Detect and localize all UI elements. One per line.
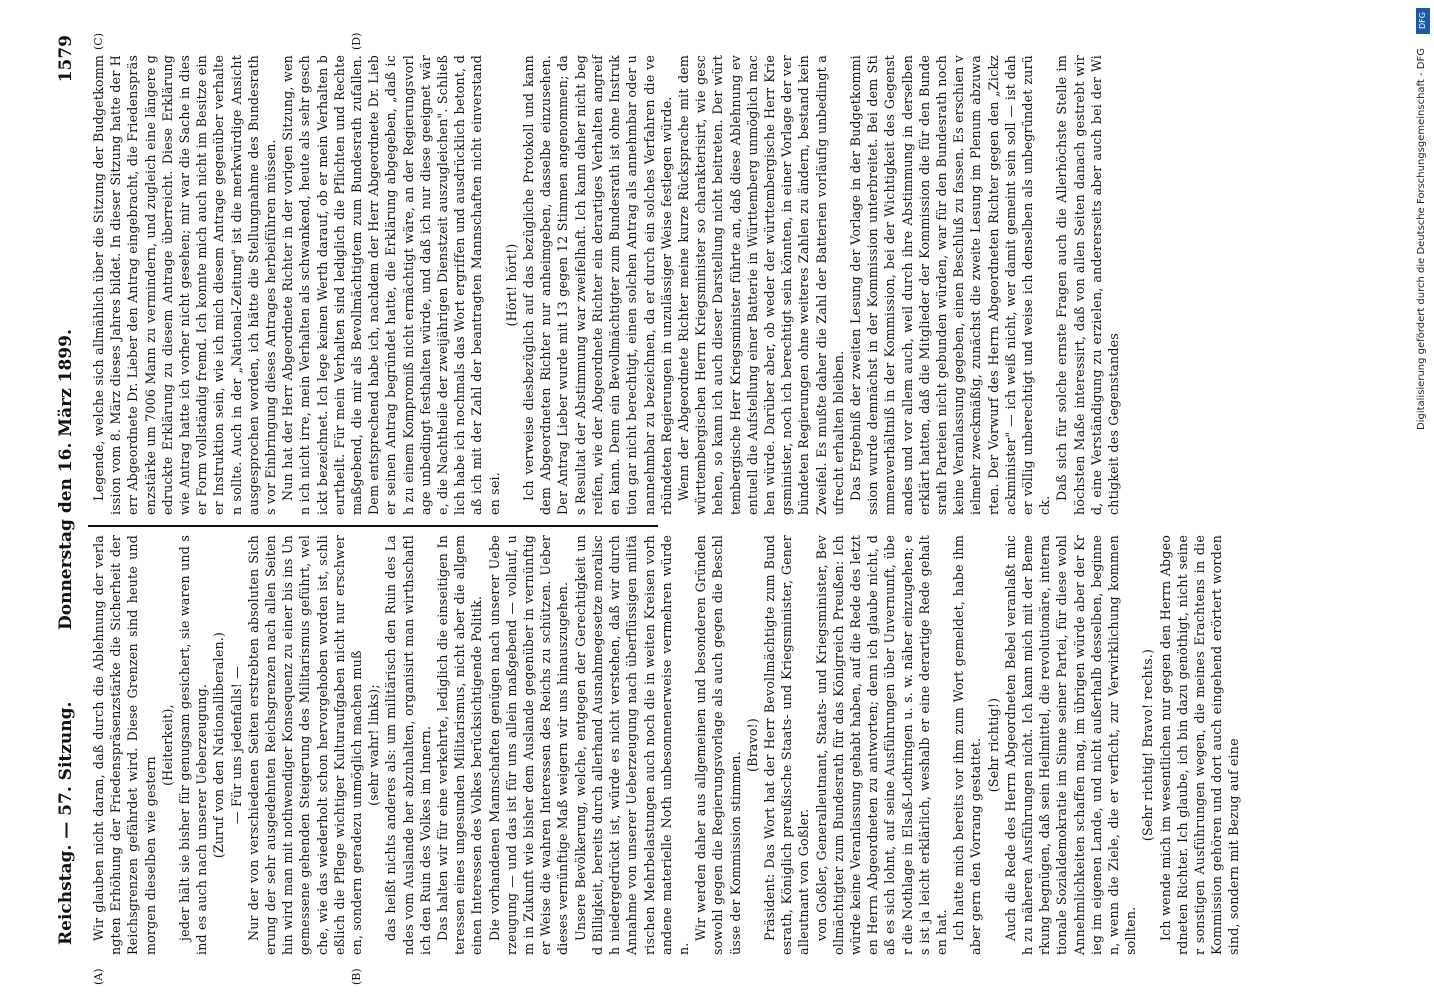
left-column-paragraph: (Bravo!) [744,718,760,772]
margin-marker-c: (C) [92,33,105,50]
right-column-paragraph: (Hört! hört!) [503,243,519,327]
left-column-paragraph: Nur der von verschiedenen Seiten erstrebten absoluten Sicherung der sehr ausgedehnten Reichsgrenzen nach allen Seiten hin wird man mit nothwendiger Konsequenz zu einer bis ins Ungemessene gehenden Steigerung des Militarismus geführt, welche, wie das wiederholt schon hervorgehoben worden ist, schließlich die Pflege wichtiger Kulturaufgaben nicht nur erschweren, sondern geradezu unmöglich machen muß [245,535,365,955]
left-column-paragraph: (sehr wahr! links); [366,684,382,806]
left-column-paragraph: Wir glauben nicht daran, daß durch die Ablehnung der verlangten Erhöhung der Friedenspräsenzstärke die Sicherheit der Reichsgrenzen gefährdet wird. Diese Grenzen sind heute und morgen dieselben wie gestern [91,535,158,955]
left-column-paragraph: Ich hatte mich bereits vor ihm zum Wort gemeldet, habe ihm aber gern den Vorrang gestattet. [951,535,984,955]
left-column-paragraph: Präsident: Das Wort hat der Herr Bevollmächtigte zum Bundesrath, Königlich preußische Staats- und Kriegsminister, Generalleutnant von Goßler. [761,535,812,955]
header-session-title: Reichstag. — 57. Sitzung. [56,701,76,945]
left-column-paragraph: Ich wende mich im wesentlichen nur gegen den Herrn Abgeordneten Richter. Ich glaube, ich bin dazu genöthigt, nicht seiner sonstigen Ausführungen wegen, die meines Erachtens in die Kommission gehören und dort auch eingehend erörtert worden sind, sondern mit Bezug auf eine [1157,535,1242,955]
left-column-paragraph: Auch die Rede des Herrn Abgeordneten Bebel veranlaßt mich zu näheren Ausführungen nicht. Ich kann mich mit der Bemerkung begnügen, daß sein Heilmittel, die revolutionäre, internationale Sozialdemokratie im Sinne seiner Partei, für diese wohl Annehmlichkeiten schaffen mag, im übrigen würde aber der Krieg im eigenen Lande, und nicht außerhalb desselben, beginnen, wenn die Ziele, die er verficht, zur Verwirklichung kommen sollten. [1002,535,1139,955]
left-column-paragraph: das heißt nichts anderes als: um militärisch den Ruin des Landes vom Auslande her abzuhalten, organisirt man wirthschaftlich den Ruin des Volkes im Innern. [383,535,433,955]
margin-marker-b: (B) [350,968,363,985]
left-column-paragraph: (Heiterkeit), [159,704,175,786]
left-column-paragraph: von Goßler, Generalleutnant, Staats- und Kriegsminister, Bevollmächtigter zum Bundesrath für das Königreich Preußen: Ich würde keine Veranlassung gehabt haben, auf die Rede des letzten Herrn Abgeordneten zu antworten; denn ich glaube nicht, daß es sich lohnt, auf seine Ausführungen über Unvernunft, über die Nothlage in Elsaß-Lothringen u. s. w. näher einzugehen; es ist ja leicht erklärlich, weshalb er eine derartige Rede gehalten hat. [813,535,949,955]
digitization-credit [1414,8,1432,828]
margin-marker-a: (A) [92,968,105,985]
left-column-paragraph: Die vorhandenen Mannschaften genügen nach unserer Ueberzeugung — und das ist für uns allein maßgebend — vollauf, um in Zukunft wie bisher dem Auslande gegenüber in vernünftiger Weise die wahren Interessen des Reichs zu schützen. Ueber dieses vernünftige Maß weigern wir uns hinauszugehen. [486,535,571,955]
right-column-paragraph: Das Ergebniß der zweiten Lesung der Vorlage in der Budgetkommission wurde demnächst in der Kommission unterbreitet. Bei dem Stimmenverhältniß in der Kommission, bei der Wichtigkeit des Gegenstandes und vor allem auch, weil durch ihre Abstimmung in derselben erklärt hatten, daß die Mitglieder der Kommission die für den Bundesrath Parteien nicht gebunden würden, war für den Bundesrath noch keine Veranlassung gegeben, einen Beschluß zu fassen. Es erschien vielmehr zweckmäßig, zunächst die zweite Lesung im Plenum abzuwarten. Der Vorwurf des Herrn Abgeordneten Richter gegen den „Zickzackminister" — ich weiß nicht, wer damit gemeint sein soll — ist daher völlig unberechtigt und weise ich denselben als unbegründet zurück. [847,55,1053,515]
digitization-note: Digitalisierung gefördert durch die Deutsche Forschungsgemeinschaft - DFG [1416,48,1427,431]
right-column-paragraph: Legende, welche sich allmählich über die Sitzung der Budgetkommission vom 8. März dieses Jahres bildet. In dieser Sitzung hatte der Herr Abgeordnete Dr. Lieber den Antrag eingebracht, die Friedenspräsenzstärke um 7006 Mann zu vermindern, und zugleich eine längere gedruckte Erklärung zu diesem Antrage überreicht. Diese Erklärung wie Antrag hatte ich vorher nicht gesehen; mir war die Sache in dieser Form vollständig fremd. Ich konnte mich auch nicht im Besitze einer Instruktion sein, wie ich mich diesem Antrage gegenüber verhalten sollte. Auch in der „National-Zeitung" ist die merkwürdige Ansicht ausgesprochen worden, ich hätte die Stellungnahme des Bundesraths vor Einbringung dieses Antrages herbeiführen müssen. [91,55,279,515]
left-column-paragraph: (Sehr richtig!) [985,697,1001,793]
left-column-paragraph: (Sehr richtig! Bravo! rechts.) [1140,648,1156,842]
right-column-paragraph: Daß sich für solche ernste Fragen auch die Allerhöchste Stelle im höchsten Maße interessirt, daß von allen Seiten danach gestrebt wird, eine Verständigung zu erzielen, andererseits aber auch bei der Wichtigkeit des Gegenstandes [1054,55,1121,515]
right-column-paragraph: Ich verweise diesbezüglich auf das bezügliche Protokoll und kann dem Abgeordneten Richter nur anheimgeben, dasselbe einzusehen. Der Antrag Lieber wurde mit 13 gegen 12 Stimmen angenommen; das Resultat der Abstimmung war zweifelhaft. Ich kann daher nicht begreifen, wie der Abgeordnete Richter ein derartiges Verhalten angreifen kann. Denn ein Bevollmächtigter zum Bundesrath ist ohne Instruktion gar nicht berechtigt, einen solchen Antrag als annehmbar oder unannehmbar zu bezeichnen, da er durch ein solches Verfahren die verbündeten Regierungen in unzulässiger Weise festlegen würde. [521,55,674,515]
left-column-paragraph: — Für uns jedenfalls! — [228,665,244,825]
left-text-column [90,535,1242,985]
right-text-column [90,55,1121,515]
header-date: Donnerstag den 16. März 1899. [56,329,76,630]
margin-marker-d: (D) [350,32,363,50]
left-column-paragraph: jeder hält sie bisher für genugsam gesichert, sie waren und sind es auch nach unserer Ueberzeugung. [177,535,210,955]
right-column-paragraph: Nun hat der Herr Abgeordnete Richter in der vorigen Sitzung, wenn ich nicht irre, mein Verhalten als schwankend, heute als sehr geschickt bezeichnet. Ich lege keinen Werth darauf, ob er mein Verhalten beurtheilt. Für mein Verhalten sind lediglich die Pflichten und Rechte maßgebend, die mir als Bevollmächtigtem zum Bundesrath zufallen. Dem entsprechend habe ich, nachdem der Herr Abgeordnete Dr. Lieber seinen Antrag begründet hatte, die Erklärung abgegeben, „daß ich zu einem Kompromiß nicht ermächtigt wäre, an der Regierungsvorlage unbedingt festhalten würde, und daß ich nur diese geeignet wäre, die Nachtheile der zweijährigen Dienstzeit auszugleichen". Schließlich habe ich nochmals das Wort ergriffen und ausdrücklich betont, daß ich mit der Zahl der beantragten Mannschaften nicht einverstanden sei. [280,55,502,515]
left-column-paragraph: Das halten wir für eine verkehrte, lediglich die einseitigen Interessen eines ungesunden Militarismus, nicht aber die allgemeinen Interessen des Volkes berücksichtigende Politik. [435,535,485,955]
left-column-paragraph: (Zuruf von den Nationalliberalen.) [211,631,227,859]
rotated-page-content [50,25,1360,985]
left-column-paragraph: Unsere Bevölkerung, welche, entgegen der Gerechtigkeit und Billigkeit, bereits durch allerhand Ausnahmegesetze moralisch niedergedrückt ist, würde es nicht verstehen, daß wir durch Annahme von unserer Ueberzeugung nach überflüssigen militärischen Mehrbelastungen auch noch die in weiten Kreisen vorhandene materielle Noth unbesonnenerweise vermehren würden. [572,535,691,955]
page-header [50,25,84,985]
page-number: 1579 [56,35,76,83]
right-column-paragraph: Wenn der Abgeordnete Richter meine kurze Rücksprache mit dem württembergischen Herrn Kriegsminister so charakterisirt, wie geschehen, so kann ich auch dieser Darstellung nicht beitreten. Der württembergische Herr Kriegsminister führte an, daß diese Ablehnung eventuell die Aufstellung einer Batterie in Württemberg unmöglich machen würde. Darüber aber, ob weder der württembergische Herr Kriegsminister, noch ich berechtigt sein könnten, in einer Vorlage der verbündeten Regierungen ohne weiteres Zahlen zu ändern, bestand kein Zweifel. Es mußte daher die Zahl der Batterien vorläufig unbedingt aufrecht erhalten bleiben. [675,55,846,515]
dfg-logo: DFG [1416,8,1430,34]
column-divider [88,525,658,527]
left-column-paragraph: Wir werden daher aus allgemeinen und besonderen Gründen sowohl gegen die Regierungsvorlage als auch gegen die Beschlüsse der Kommission stimmen. [693,535,743,955]
